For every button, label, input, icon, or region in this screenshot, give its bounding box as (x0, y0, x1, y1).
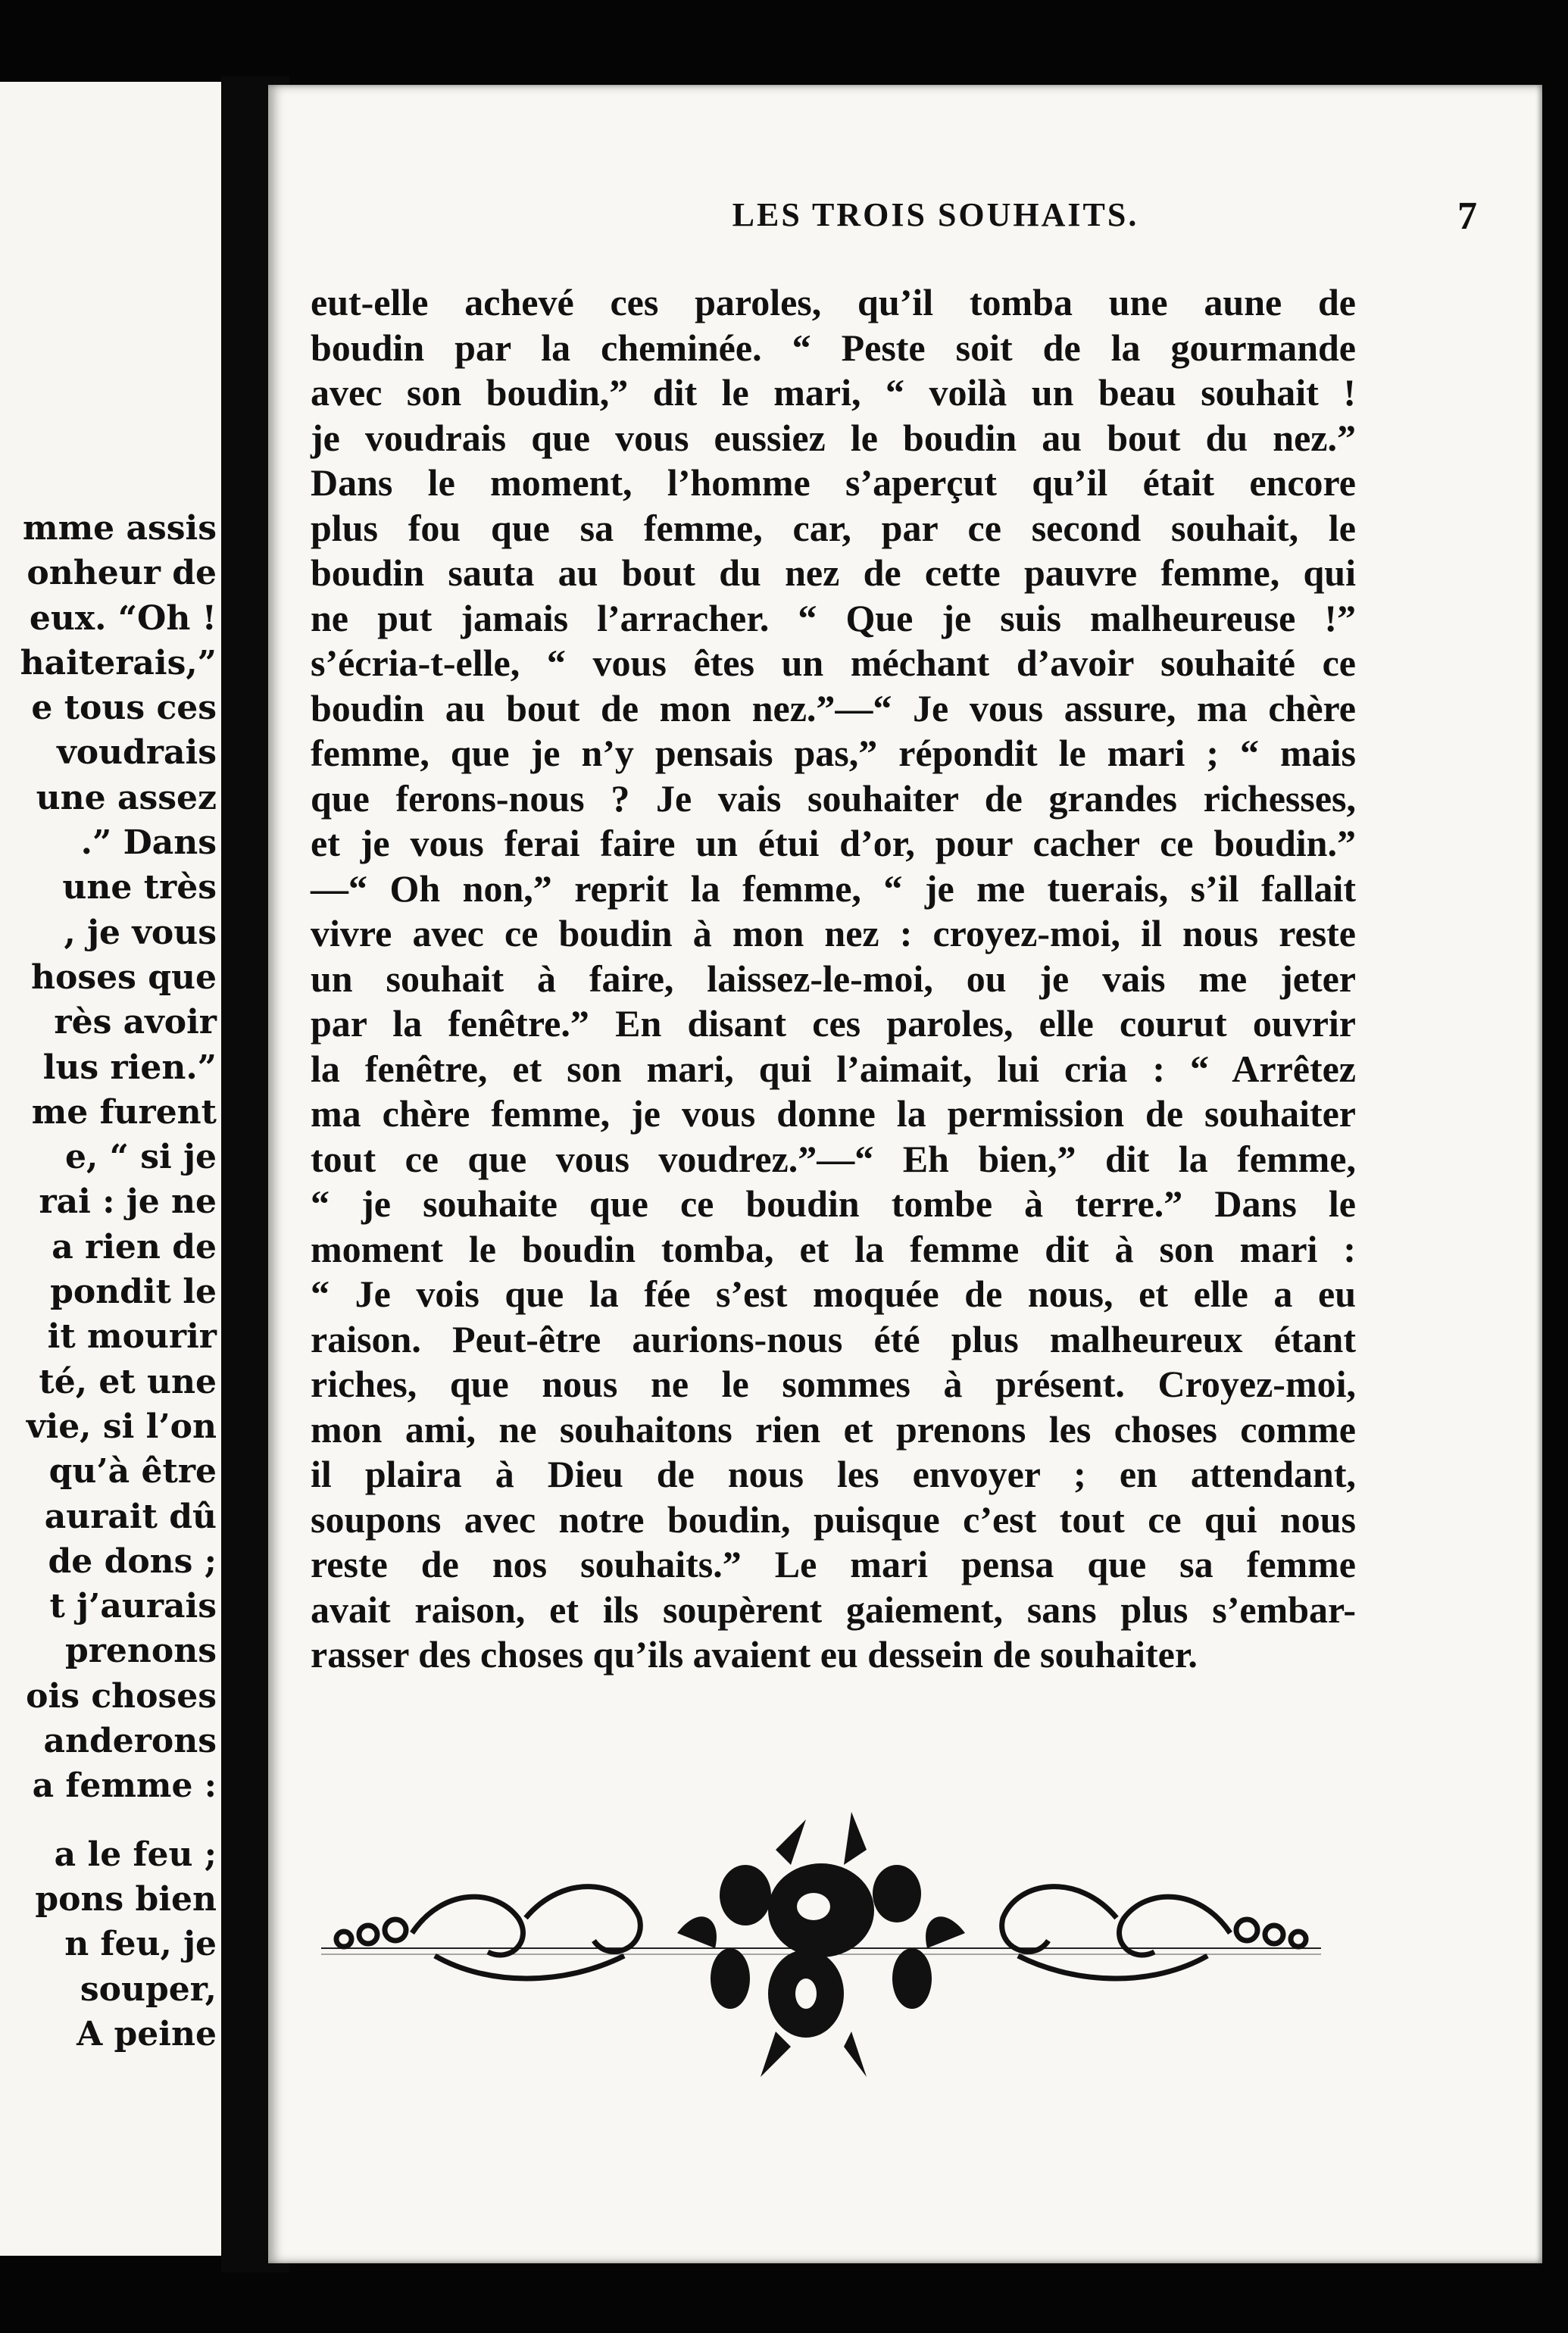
text-line: riches, que nous ne le sommes à présent. Croyez-moi, (311, 1363, 1356, 1405)
previous-page-line: onheur de (27, 554, 217, 593)
text-line: eut-elle achevé ces paroles, qu’il tomba une aune de (311, 281, 1356, 323)
previous-page-text (0, 506, 217, 2057)
text-line: femme, que je n’y pensais pas,” répondit le mari ; “ mais (311, 732, 1356, 774)
previous-page-line: a femme : (32, 1766, 217, 1806)
previous-page-line: me furent (31, 1092, 217, 1132)
previous-page-line: de dons ; (48, 1541, 217, 1581)
text-line: boudin au bout de mon nez.”—“ Je vous assure, ma chère (311, 686, 1356, 729)
previous-page-line: pons bien (35, 1879, 217, 1919)
previous-page-line: rès avoir (54, 1003, 217, 1042)
running-head-title: LES TROIS SOUHAITS. (732, 196, 1139, 233)
previous-page-line: pondit le (50, 1273, 217, 1312)
text-line: vivre avec ce boudin à mon nez : croyez-moi, il nous reste (311, 912, 1356, 954)
text-line: par la fenêtre.” En disant ces paroles, elle courut ouvrir (311, 1002, 1356, 1045)
floral-tailpiece-ornament-icon (321, 1804, 1321, 2092)
previous-page-line: eux. “Oh ! (29, 598, 217, 638)
previous-page-line: it mourir (47, 1317, 217, 1357)
text-line: un souhait à faire, laissez-le-moi, ou je vais me jeter (311, 957, 1356, 1000)
text-line: soupons avec notre boudin, puisque c’est tout ce qui nous (311, 1498, 1356, 1541)
page-number: 7 (1457, 195, 1477, 238)
previous-page-line: A peine (77, 2014, 217, 2053)
previous-page-line: souper, (80, 1969, 217, 2009)
text-line: rasser des choses qu’ils avaient eu dessein de souhaiter. (311, 1633, 1198, 1676)
previous-page-line: rai : je ne (39, 1182, 217, 1222)
text-line: ne put jamais l’arracher. “ Que je suis malheureuse !” (311, 596, 1356, 639)
text-line: “ Je vois que la fée s’est moquée de nous, et elle a eu (311, 1273, 1356, 1315)
text-line: il plaira à Dieu de nous les envoyer ; en attendant, (311, 1453, 1356, 1495)
previous-page-line: lus rien.” (42, 1048, 217, 1087)
running-head (268, 195, 1542, 234)
previous-page-line: mme assis (23, 509, 217, 548)
previous-page-line (0, 1809, 217, 1832)
previous-page-line: a rien de (52, 1227, 217, 1266)
text-line: boudin sauta au bout du nez de cette pauvre femme, qui (311, 551, 1356, 594)
previous-page (0, 82, 221, 2256)
text-line: —“ Oh non,” reprit la femme, “ je me tuerais, s’il fallait (311, 867, 1356, 910)
previous-page-line: vie, si l’on (26, 1407, 217, 1446)
previous-page-line: té, et une (39, 1362, 217, 1401)
text-line: je voudrais que vous eussiez le boudin au bout du nez.” (311, 416, 1356, 459)
previous-page-line: prenons (64, 1632, 217, 1671)
previous-page-line: une assez (36, 778, 217, 817)
text-line: avait raison, et ils soupèrent gaiement, sans plus s’embar- (311, 1588, 1356, 1631)
text-line: boudin par la cheminée. “ Peste soit de la gourmande (311, 326, 1356, 369)
previous-page-line: qu’à être (48, 1452, 217, 1491)
text-line: moment le boudin tomba, et la femme dit à son mari : (311, 1227, 1356, 1270)
previous-page-line: anderons (43, 1722, 217, 1761)
text-line: raison. Peut-être aurions-nous été plus malheureux étant (311, 1317, 1356, 1360)
previous-page-line: e, “ si je (65, 1138, 217, 1177)
previous-page-line: e tous ces (31, 689, 217, 728)
previous-page-line: .” Dans (80, 823, 217, 863)
text-line: la fenêtre, et son mari, qui l’aimait, lui cria : “ Arrêtez (311, 1047, 1356, 1090)
previous-page-line: haiterais,” (20, 643, 217, 682)
previous-page-line: voudrais (57, 733, 217, 773)
text-line: tout ce que vous voudrez.”—“ Eh bien,” dit la femme, (311, 1137, 1356, 1180)
text-line: “ je souhaite que ce boudin tombe à terre.” Dans le (311, 1182, 1356, 1225)
text-line: reste de nos souhaits.” Le mari pensa que sa femme (311, 1543, 1356, 1585)
previous-page-line: hoses que (31, 957, 217, 997)
previous-page-line: a le feu ; (54, 1835, 217, 1874)
current-page (268, 85, 1542, 2263)
body-text (311, 280, 1356, 1678)
text-line: ma chère femme, je vous donne la permission de souhaiter (311, 1092, 1356, 1135)
previous-page-line: aurait dû (44, 1497, 217, 1536)
previous-page-line: ois choses (26, 1676, 217, 1716)
text-line: Dans le moment, l’homme s’aperçut qu’il était encore (311, 461, 1356, 504)
text-line: avec son boudin,” dit le mari, “ voilà un beau souhait ! (311, 371, 1356, 414)
text-line: mon ami, ne souhaitons rien et prenons les choses comme (311, 1407, 1356, 1451)
text-line: s’écria-t-elle, “ vous êtes un méchant d’avoir souhaité ce (311, 642, 1356, 684)
text-line: et je vous ferai faire un étui d’or, pour cacher ce boudin.” (311, 822, 1356, 864)
text-line: plus fou que sa femme, car, par ce second souhait, le (311, 506, 1356, 549)
previous-page-line: t j’aurais (49, 1587, 217, 1626)
previous-page-line: n feu, je (64, 1925, 217, 1964)
previous-page-line: , je vous (64, 913, 217, 952)
text-line: que ferons-nous ? Je vais souhaiter de grandes richesses, (311, 776, 1356, 820)
previous-page-line: une très (62, 868, 217, 907)
